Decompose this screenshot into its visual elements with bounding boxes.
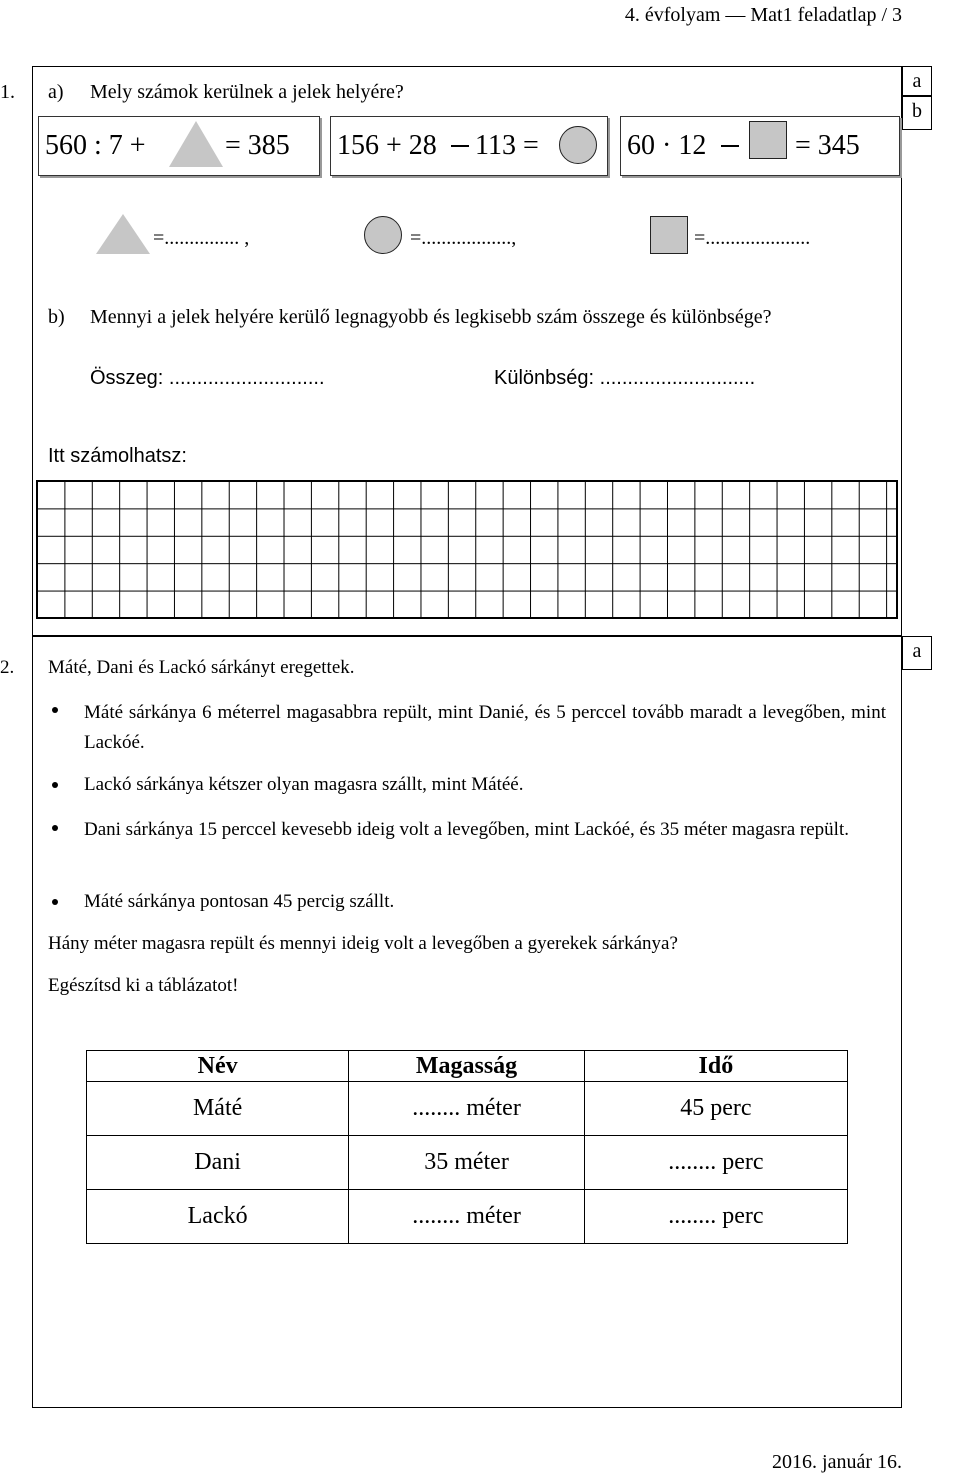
score-box-2a: a [902,636,932,670]
triangle-icon [96,214,150,254]
cell-time[interactable]: ........ perc [584,1190,847,1244]
bullet-icon [52,707,58,713]
equation-1-left: 560 : 7 + [45,130,146,161]
cell-height: 35 méter [349,1136,585,1190]
circle-icon [559,126,597,164]
cell-height[interactable]: ........ méter [349,1082,585,1136]
answer-triangle[interactable]: =............... , [153,227,250,249]
bullet-text-3: Dani sárkánya 15 perccel kevesebb ideig volt a levegőben, mint Lackóé, és 35 méter magasra repült. [84,819,849,840]
page-header: 4. évfolyam — Mat1 feladatlap / 3 [624,4,902,26]
bullet-icon [52,782,58,788]
equation-2-right: 113 = [475,130,539,161]
score-box-1b: b [902,96,932,130]
task1-number: 1. [0,81,15,103]
work-area-label: Itt számolhatsz: [48,445,187,467]
answer-square[interactable]: =..................... [694,227,811,249]
cell-time: 45 perc [584,1082,847,1136]
cell-name: Máté [87,1082,349,1136]
score-box-1a: a [902,66,932,96]
column-header-height: Magasság [349,1051,585,1082]
square-icon [749,121,787,159]
equation-1-right: = 385 [225,130,290,161]
bullet-icon [52,899,58,905]
result-table [86,1050,848,1244]
task2-number: 2. [0,657,15,678]
square-icon [650,216,688,254]
circle-icon [364,216,402,254]
calculation-grid[interactable] [36,480,898,619]
equation-3-right: = 345 [795,130,860,161]
bullet-text-4: Máté sárkánya pontosan 45 percig szállt. [84,891,395,912]
task1-part-b-text: Mennyi a jelek helyére kerülő legnagyobb és legkisebb szám összege és különbsége? [90,306,772,328]
task1-part-a-text: Mely számok kerülnek a jelek helyére? [90,81,404,103]
difference-field[interactable]: Különbség: ............................ [494,367,756,389]
table-row [87,1190,848,1244]
bullet-icon [52,825,58,831]
footer-date: 2016. január 16. [772,1451,902,1473]
column-header-time: Idő [584,1051,847,1082]
cell-name: Lackó [87,1190,349,1244]
cell-height[interactable]: ........ méter [349,1190,585,1244]
equation-box-3 [620,116,900,176]
bullet-text-1: Máté sárkánya 6 méterrel magasabbra repült, mint Danié, és 5 perccel tovább maradt a levegőben, mint Lackóé. [84,702,886,753]
task1-part-a-label: a) [48,81,64,103]
minus-sign-icon [721,145,739,147]
task2-intro: Máté, Dani és Lackó sárkányt eregettek. [48,657,355,678]
table-row [87,1136,848,1190]
table-row [87,1082,848,1136]
equation-box-2 [330,116,608,176]
minus-sign-icon [451,145,469,147]
table-header-row [87,1051,848,1082]
equation-2-left: 156 + 28 [337,130,437,161]
equation-3-left: 60 · 12 [627,130,707,161]
sum-field[interactable]: Összeg: ............................ [90,367,325,389]
task2-instruction: Egészítsd ki a táblázatot! [48,975,239,996]
equation-box-1 [38,116,320,176]
task2-question: Hány méter magasra repült és mennyi ideig volt a levegőben a gyerekek sárkánya? [48,933,678,954]
answer-circle[interactable]: =.................., [410,227,517,249]
cell-name: Dani [87,1136,349,1190]
triangle-icon [169,121,223,167]
bullet-text-2: Lackó sárkánya kétszer olyan magasra szállt, mint Mátéé. [84,774,524,795]
cell-time[interactable]: ........ perc [584,1136,847,1190]
task1-part-b-label: b) [48,306,65,328]
column-header-name: Név [87,1051,349,1082]
